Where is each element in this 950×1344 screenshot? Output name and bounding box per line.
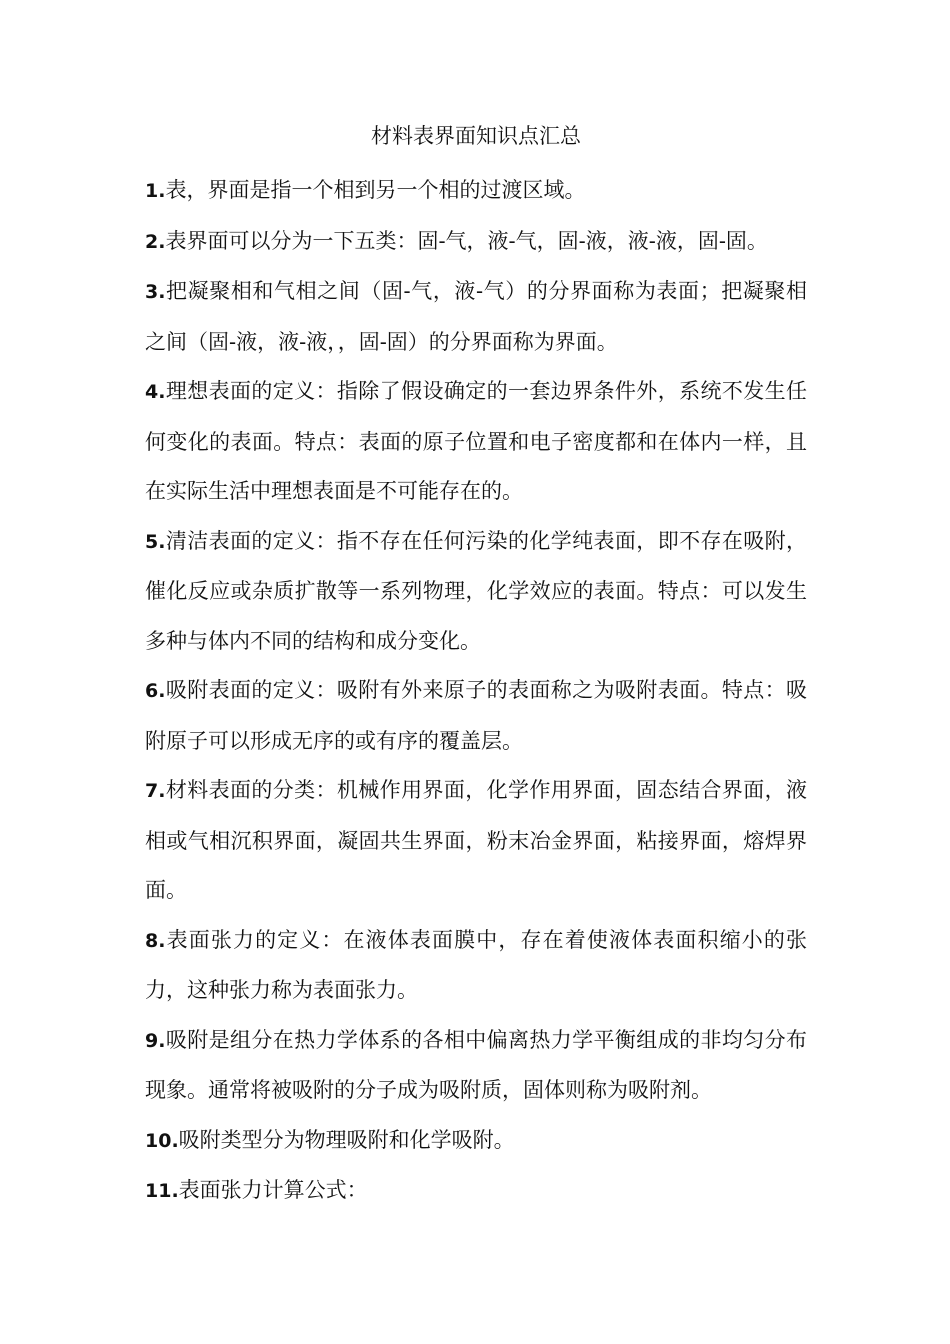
item-text: 材料表面的分类：机械作用界面，化学作用界面，固态结合界面，液相或气相沉积界面，凝固共生界面，粉末冶金界面，粘接界面，熔焊界面。	[145, 778, 807, 902]
item-number: 5.	[145, 530, 166, 553]
item-text: 清洁表面的定义：指不存在任何污染的化学纯表面，即不存在吸附，催化反应或杂质扩散等一系列物理，化学效应的表面。特点：可以发生多种与体内不同的结构和成分变化。	[145, 528, 807, 653]
item-number: 11.	[145, 1180, 179, 1202]
list-item-3	[145, 267, 807, 367]
list-item-7	[145, 766, 807, 916]
document-title: 材料表界面知识点汇总	[371, 124, 581, 148]
item-text: 吸附类型分为物理吸附和化学吸附。	[178, 1127, 515, 1152]
item-text: 表界面可以分为一下五类：固-气，液-气，固-液，液-液，固-固。	[165, 228, 768, 253]
item-text: 吸附是组分在热力学体系的各相中偏离热力学平衡组成的非均匀分布现象。通常将被吸附的分子成为吸附质，固体则称为吸附剂。	[145, 1027, 807, 1102]
list-item-1	[145, 166, 807, 217]
list-item-2	[145, 217, 807, 268]
list-item-11	[145, 1166, 807, 1217]
list-item-5	[145, 517, 807, 667]
list-item-9	[145, 1016, 807, 1116]
item-number: 2.	[145, 230, 166, 253]
item-number: 7.	[145, 780, 166, 802]
item-number: 1.	[145, 180, 166, 202]
item-number: 9.	[145, 1029, 166, 1052]
list-item-4	[145, 367, 807, 517]
list-item-6	[145, 666, 807, 766]
item-text: 表，界面是指一个相到另一个相的过渡区域。	[165, 178, 586, 202]
item-text: 吸附表面的定义：吸附有外来原子的表面称之为吸附表面。特点：吸附原子可以形成无序的或有序的覆盖层。	[145, 678, 807, 753]
document-page	[145, 116, 807, 1217]
list-item-8	[145, 916, 807, 1016]
item-number: 4.	[145, 381, 166, 403]
list-item-10	[145, 1116, 807, 1167]
item-text: 表面张力的定义：在液体表面膜中，存在着使液体表面积缩小的张力，这种张力称为表面张力。	[145, 927, 807, 1002]
item-number: 6.	[145, 680, 166, 702]
item-text: 理想表面的定义：指除了假设确定的一套边界条件外，系统不发生任何变化的表面。特点：表面的原子位置和电子密度都和在体内一样，且在实际生活中理想表面是不可能存在的。	[145, 379, 807, 503]
item-number: 8.	[145, 929, 166, 952]
item-text: 表面张力计算公式：	[178, 1178, 368, 1202]
item-text: 把凝聚相和气相之间（固-气，液-气）的分界面称为表面；把凝聚相之间（固-液，液-液，，固-固）的分界面称为界面。	[145, 279, 807, 354]
item-number: 3.	[145, 281, 166, 303]
item-number: 10.	[145, 1129, 179, 1152]
